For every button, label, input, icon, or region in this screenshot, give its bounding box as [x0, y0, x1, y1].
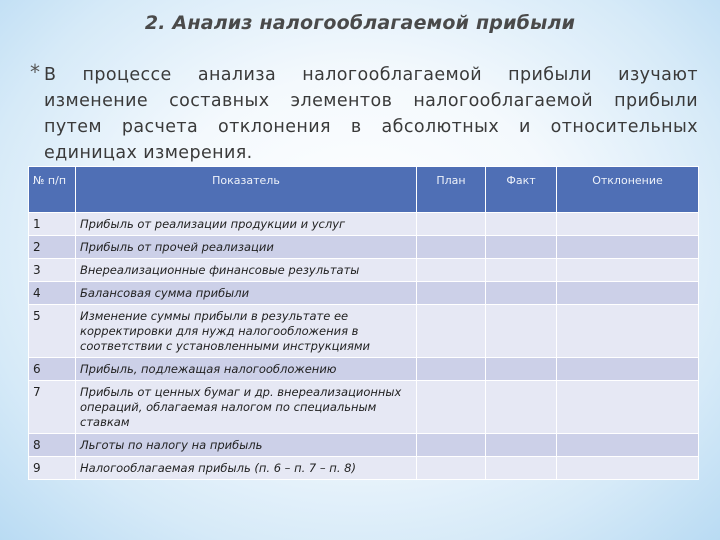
row-num: 1 — [29, 213, 76, 236]
row-num: 8 — [29, 434, 76, 457]
row-deviation-cell — [557, 358, 699, 381]
row-fact-cell — [486, 457, 557, 480]
bullet-marker: * — [30, 60, 40, 84]
row-plan-cell — [417, 305, 486, 358]
row-plan-cell — [417, 282, 486, 305]
row-plan-cell — [417, 381, 486, 434]
slide-title: 2. Анализ налогооблагаемой прибыли — [144, 12, 576, 34]
row-indicator: Прибыль от ценных бумаг и др. внереализационных операций, облагаемая налогом по специальным ставкам — [76, 381, 417, 434]
table-row — [29, 305, 699, 358]
row-indicator: Балансовая сумма прибыли — [76, 282, 417, 305]
header-fact: Факт — [486, 167, 557, 213]
row-fact-cell — [486, 358, 557, 381]
row-deviation-cell — [557, 282, 699, 305]
row-indicator: Внереализационные финансовые результаты — [76, 259, 417, 282]
row-indicator: Прибыль от реализации продукции и услуг — [76, 213, 417, 236]
row-num: 4 — [29, 282, 76, 305]
row-fact-cell — [486, 236, 557, 259]
table-row — [29, 259, 699, 282]
row-indicator: Прибыль, подлежащая налогообложению — [76, 358, 417, 381]
row-plan-cell — [417, 259, 486, 282]
row-indicator: Налогооблагаемая прибыль (п. 6 – п. 7 – п. 8) — [76, 457, 417, 480]
row-fact-cell — [486, 381, 557, 434]
row-num: 6 — [29, 358, 76, 381]
row-num: 2 — [29, 236, 76, 259]
row-deviation-cell — [557, 236, 699, 259]
row-deviation-cell — [557, 305, 699, 358]
row-fact-cell — [486, 434, 557, 457]
row-plan-cell — [417, 236, 486, 259]
row-num: 9 — [29, 457, 76, 480]
row-plan-cell — [417, 434, 486, 457]
header-num: № п/п — [29, 167, 76, 213]
table-row — [29, 434, 699, 457]
header-plan: План — [417, 167, 486, 213]
row-num: 7 — [29, 381, 76, 434]
row-fact-cell — [486, 259, 557, 282]
row-fact-cell — [486, 282, 557, 305]
row-indicator: Изменение суммы прибыли в результате ее корректировки для нужд налогообложения в соответствии с установленными инструкциями — [76, 305, 417, 358]
row-plan-cell — [417, 457, 486, 480]
table-row — [29, 381, 699, 434]
intro-paragraph: В процессе анализа налогооблагаемой прибыли изучают изменение составных элементов налогооблагаемой прибыли путем расчета отклонения в абсолютных и относительных единицах измерения. — [44, 65, 698, 163]
table-header-row — [29, 167, 699, 213]
row-fact-cell — [486, 305, 557, 358]
row-fact-cell — [486, 213, 557, 236]
row-plan-cell — [417, 213, 486, 236]
row-deviation-cell — [557, 381, 699, 434]
profit-analysis-table — [28, 166, 699, 480]
row-num: 3 — [29, 259, 76, 282]
row-deviation-cell — [557, 457, 699, 480]
row-indicator: Прибыль от прочей реализации — [76, 236, 417, 259]
table-row — [29, 358, 699, 381]
table-row — [29, 213, 699, 236]
row-indicator: Льготы по налогу на прибыль — [76, 434, 417, 457]
header-indicator: Показатель — [76, 167, 417, 213]
row-deviation-cell — [557, 434, 699, 457]
row-plan-cell — [417, 358, 486, 381]
row-deviation-cell — [557, 213, 699, 236]
header-deviation: Отклонение — [557, 167, 699, 213]
table-row — [29, 282, 699, 305]
row-deviation-cell — [557, 259, 699, 282]
row-num: 5 — [29, 305, 76, 358]
table-row — [29, 236, 699, 259]
table-row — [29, 457, 699, 480]
